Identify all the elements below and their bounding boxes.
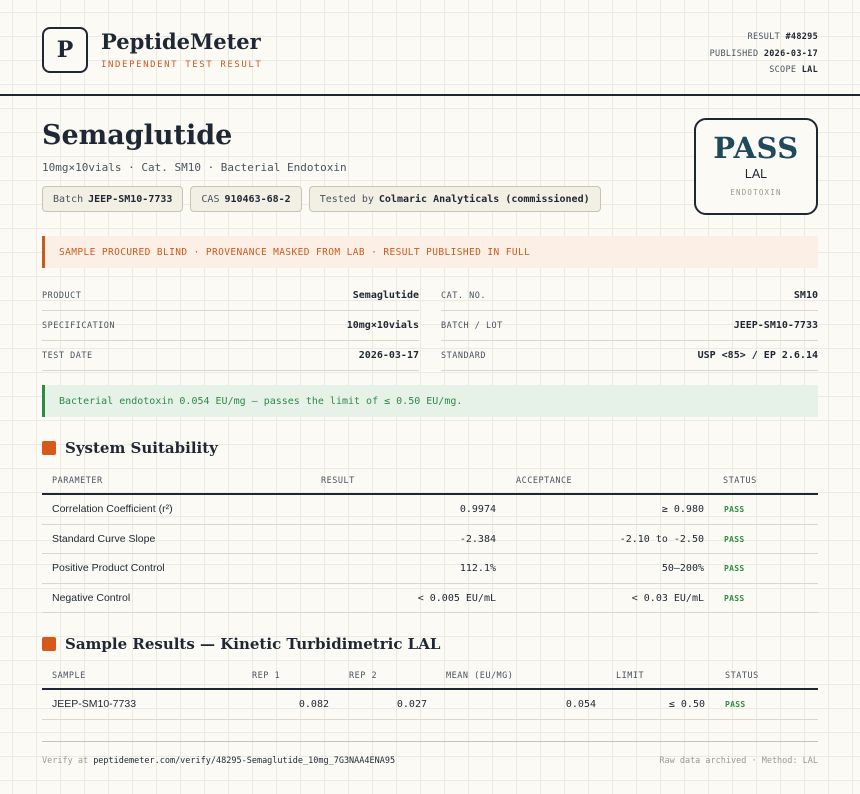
published-line: PUBLISHED 2026-03-17 (709, 48, 818, 59)
verdict-category: ENDOTOXIN (730, 188, 782, 197)
section-heading-samples: Sample Results — Kinetic Turbidimetric LAL (42, 635, 440, 653)
cas-chip: CAS 910463-68-2 (190, 186, 301, 212)
verdict-word: PASS (713, 131, 799, 165)
result-summary: Bacterial endotoxin 0.054 EU/mg — passes the limit of ≤ 0.50 EU/mg. (42, 385, 818, 417)
verify-line: Verify at peptidemeter.com/verify/48295-Semaglutide_10mg_7G3NAA4ENA95 (42, 756, 396, 766)
result-id: #48295 (785, 32, 818, 42)
samples-table (42, 662, 818, 720)
info-test-date: TEST DATE 2026-03-17 (42, 341, 419, 371)
table-row: Correlation Coefficient (r²) 0.9974 ≥ 0.980 PASS (42, 495, 818, 525)
info-cat-no: CAT. NO. SM10 (441, 281, 818, 311)
product-chips (42, 186, 601, 212)
info-specification: SPECIFICATION 10mg×10vials (42, 311, 419, 341)
verify-link[interactable]: peptidemeter.com/verify/48295-Semaglutide_10mg_7G3NAA4ENA95 (93, 756, 396, 766)
blind-sample-notice: SAMPLE PROCURED BLIND · PROVENANCE MASKED FROM LAB · RESULT PUBLISHED IN FULL (42, 236, 818, 268)
info-standard: STANDARD USP <85> / EP 2.6.14 (441, 341, 818, 371)
status-badge: PASS (724, 505, 745, 514)
report-footer (42, 741, 818, 766)
status-badge: PASS (724, 534, 745, 544)
section-marker-icon (42, 637, 56, 651)
report-header (0, 0, 860, 96)
batch-chip: Batch JEEP-SM10-7733 (42, 186, 183, 212)
tested-by-chip: Tested by Colmaric Analyticals (commissioned) (309, 186, 601, 212)
info-batch-lot: BATCH / LOT JEEP-SM10-7733 (441, 311, 818, 341)
brand-name: PeptideMeter (101, 29, 261, 54)
table-row: Positive Product Control 112.1% 50–200% PASS (42, 554, 818, 584)
info-product: PRODUCT Semaglutide (42, 281, 419, 311)
section-heading-suitability: System Suitability (42, 439, 218, 457)
table-row: Standard Curve Slope -2.384 -2.10 to -2.50 PASS (42, 525, 818, 555)
result-meta (710, 29, 818, 79)
verdict-stamp (694, 118, 818, 215)
footer-note: Raw data archived · Method: LAL (659, 756, 818, 766)
section-marker-icon (42, 441, 56, 455)
published-date: 2026-03-17 (763, 48, 818, 59)
result-id-line: RESULT #48295 (747, 32, 818, 42)
scope-line: SCOPE LAL (769, 65, 818, 75)
table-row: Negative Control < 0.005 EU/mL < 0.03 EU/mL PASS (42, 584, 818, 614)
brand-logo: P (42, 27, 88, 73)
scope-value: LAL (801, 65, 818, 75)
status-badge: PASS (724, 593, 745, 603)
suitability-table (42, 467, 818, 613)
table-header: SAMPLE REP 1 REP 2 MEAN (EU/MG) LIMIT STATUS (42, 662, 818, 690)
table-row: JEEP-SM10-7733 0.082 0.027 0.054 ≤ 0.50 PASS (42, 690, 818, 720)
verdict-method: LAL (744, 167, 768, 181)
table-header: PARAMETER RESULT ACCEPTANCE STATUS (42, 467, 818, 495)
status-badge: PASS (724, 564, 745, 573)
status-badge: PASS (725, 700, 746, 709)
product-subtitle: 10mg×10vials · Cat. SM10 · Bacterial Endotoxin (42, 161, 347, 174)
page-title: Semaglutide (42, 120, 233, 151)
brand-tagline: INDEPENDENT TEST RESULT (101, 60, 263, 70)
